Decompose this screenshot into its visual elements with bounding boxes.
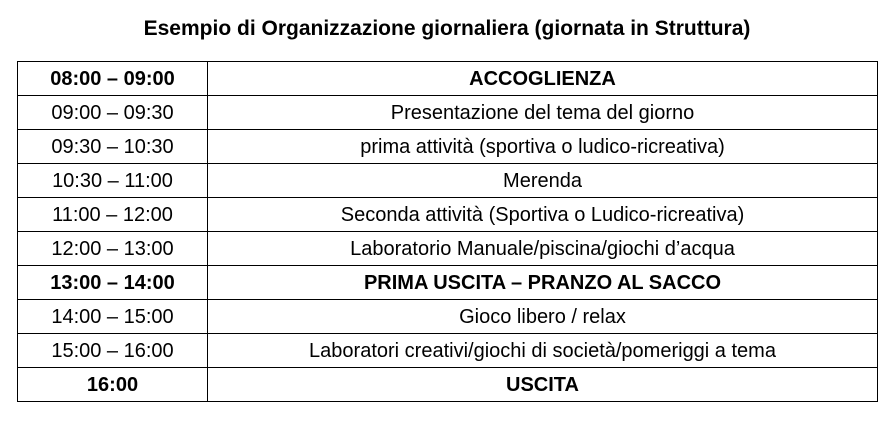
activity-cell: ACCOGLIENZA: [208, 62, 878, 96]
schedule-row: [18, 130, 878, 164]
activity-cell: Laboratori creativi/giochi di società/pomeriggi a tema: [208, 334, 878, 368]
activity-cell: Seconda attività (Sportiva o Ludico-ricreativa): [208, 198, 878, 232]
time-cell: 11:00 – 12:00: [18, 198, 208, 232]
schedule-row: [18, 96, 878, 130]
document-title: Esempio di Organizzazione giornaliera (giornata in Struttura): [143, 17, 751, 40]
activity-cell: Presentazione del tema del giorno: [208, 96, 878, 130]
time-cell: 14:00 – 15:00: [18, 300, 208, 334]
time-cell: 16:00: [18, 368, 208, 402]
schedule-row: [18, 300, 878, 334]
time-cell: 12:00 – 13:00: [18, 232, 208, 266]
activity-cell: Laboratorio Manuale/piscina/giochi d’acqua: [208, 232, 878, 266]
time-cell: 09:30 – 10:30: [18, 130, 208, 164]
activity-cell: USCITA: [208, 368, 878, 402]
activity-cell: prima attività (sportiva o ludico-ricreativa): [208, 130, 878, 164]
schedule-row: [18, 198, 878, 232]
schedule-row: [18, 164, 878, 198]
schedule-row: [18, 368, 878, 402]
activity-cell: Merenda: [208, 164, 878, 198]
schedule-row: [18, 266, 878, 300]
activity-cell: PRIMA USCITA – PRANZO AL SACCO: [208, 266, 878, 300]
time-cell: 10:30 – 11:00: [18, 164, 208, 198]
schedule-row: [18, 232, 878, 266]
time-cell: 08:00 – 09:00: [18, 62, 208, 96]
time-cell: 13:00 – 14:00: [18, 266, 208, 300]
schedule-table: [17, 61, 878, 402]
activity-cell: Gioco libero / relax: [208, 300, 878, 334]
schedule-row: [18, 334, 878, 368]
time-cell: 09:00 – 09:30: [18, 96, 208, 130]
time-cell: 15:00 – 16:00: [18, 334, 208, 368]
schedule-row: [18, 62, 878, 96]
